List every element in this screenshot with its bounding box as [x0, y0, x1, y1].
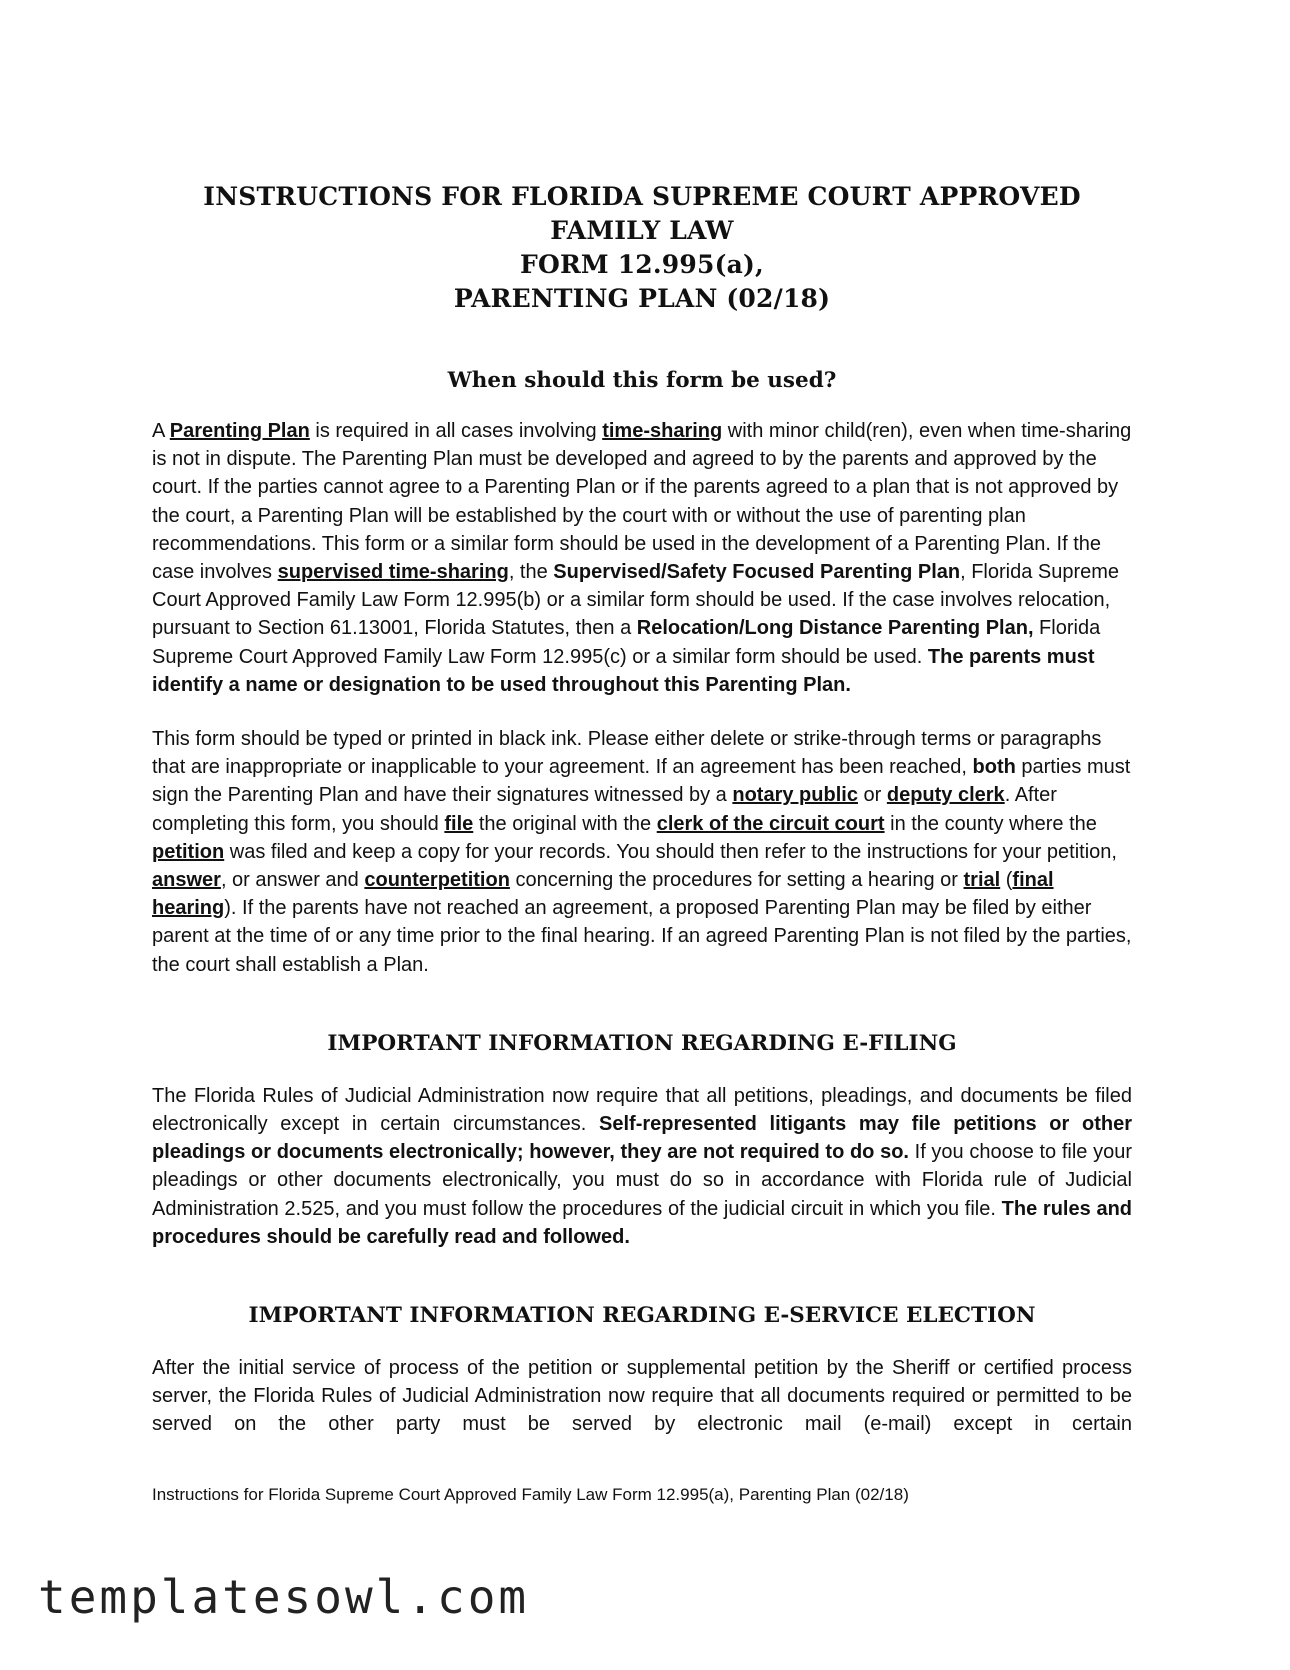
form-name-supervised: Supervised/Safety Focused Parenting Plan — [553, 561, 961, 584]
title-line-2: FORM 12.995(a), — [520, 250, 764, 279]
document-title — [152, 180, 1132, 316]
term-parenting-plan: Parenting Plan — [169, 420, 310, 442]
title-line-3: PARENTING PLAN (02/18) — [453, 284, 831, 313]
term-time-sharing: time-sharing — [602, 420, 723, 442]
when-heading: When should this form be used? — [447, 368, 837, 393]
title-line-1: INSTRUCTIONS FOR FLORIDA SUPREME COURT APPROVED FAMILY LAW — [203, 182, 1081, 245]
term-petition: petition — [152, 840, 225, 863]
designation-note: The parents must identify a name or designation to be used throughout this Parenting Plan. — [152, 645, 1095, 696]
page-footer: Instructions for Florida Supreme Court Approved Family Law Form 12.995(a), Parenting Plan (02/18) — [152, 1485, 909, 1504]
term-final-hearing: final hearing — [152, 869, 1054, 920]
eservice-heading: IMPORTANT INFORMATION REGARDING E-SERVICE ELECTION — [248, 1303, 1036, 1329]
term-clerk-circuit-court: clerk of the circuit court — [656, 812, 885, 835]
efiling-heading: IMPORTANT INFORMATION REGARDING E-FILING — [327, 1030, 957, 1056]
form-name-relocation: Relocation/Long Distance Parenting Plan, — [636, 617, 1034, 640]
term-supervised-time-sharing: supervised time-sharing — [277, 561, 509, 584]
document-page — [152, 180, 1132, 1439]
term-notary-public: notary public — [732, 784, 858, 807]
term-trial: trial — [963, 869, 1001, 892]
paragraph-instructions: This form should be typed or printed in black ink. Please either delete or strike-through terms or paragraphs that are inappropriate or inapplicable to your agreement. If an agreement has been reached, both parties must sign the Parenting Plan and have their signatures witnessed by a notary public or deputy clerk. After completing this form, you should file the original with the clerk of the circuit court in the county where the petition was filed and keep a copy for your records. You should then refer to the instructions for your petition, answer, or answer and counterpetition concerning the procedures for setting a hearing or trial (final hearing). If the parents have not reached an agreement, a proposed Parenting Plan may be filed by either parent at the time of or any time prior to the final hearing. If an agreed Parenting Plan is not filed by the parties, the court shall establish a Plan. — [152, 728, 1132, 976]
watermark: templatesowl.com — [38, 1570, 530, 1624]
paragraph-eservice: After the initial service of process of the petition or supplemental petition by the Sheriff or certified process server, the Florida Rules of Judicial Administration now require that all documents required or permitted to be served on the other party must be served by electronic mail (e-mail) except in certain — [152, 1357, 1132, 1436]
term-file: file — [444, 812, 474, 835]
paragraph-when-used: A Parenting Plan is required in all cases involving time-sharing with minor child(ren), even when time-sharing is not in dispute. The Parenting Plan must be developed and agreed to by the parents and approved by the court. If the parties cannot agree to a Parenting Plan or if the parents agreed to a plan that is not approved by the court, a Parenting Plan will be established by the court with or without the use of parenting plan recommendations. This form or a similar form should be used in the development of a Parenting Plan. If the case involves supervised time-sharing, the Supervised/Safety Focused Parenting Plan, Florida Supreme Court Approved Family Law Form 12.995(b) or a similar form should be used. If the case involves relocation, pursuant to Section 61.13001, Florida Statutes, then a Relocation/Long Distance Parenting Plan, Florida Supreme Court Approved Family Law Form 12.995(c) or a similar form should be used. The parents must identify a name or designation to be used throughout this Parenting Plan. — [152, 420, 1132, 696]
term-answer: answer — [152, 869, 221, 892]
paragraph-efiling: The Florida Rules of Judicial Administration now require that all petitions, pleadings, and documents be filed electronically except in certain circumstances. Self-represented litigants may file petitions or other pleadings or documents electronically; however, they are not required to do so. If you choose to file your pleadings or other documents electronically, you must do so in accordance with Florida rule of Judicial Administration 2.525, and you must follow the procedures of the judicial circuit in which you file. The rules and procedures should be carefully read and followed. — [152, 1084, 1133, 1248]
term-counterpetition: counterpetition — [364, 869, 510, 892]
term-deputy-clerk: deputy clerk — [886, 784, 1005, 807]
